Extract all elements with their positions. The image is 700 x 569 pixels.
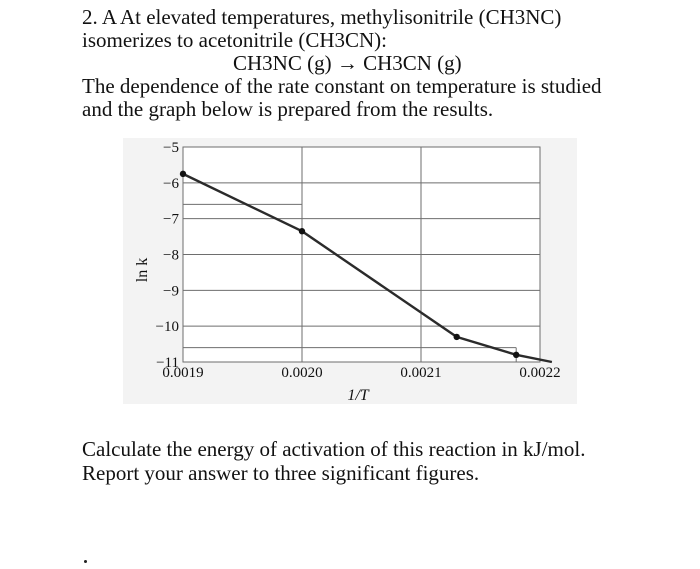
y-tick-label: −11 xyxy=(156,355,179,371)
x-tick-label: 0.0020 xyxy=(281,365,323,381)
y-tick-label: −9 xyxy=(163,283,179,300)
problem-heading-continued: isomerizes to acetonitrile (CH3CN): xyxy=(82,28,388,52)
question-line-1: Calculate the energy of activation of this reaction in kJ/mol. xyxy=(82,437,586,461)
x-axis-label: 1/T xyxy=(347,387,369,404)
chart-gridlines xyxy=(183,147,540,362)
description-line-1: The dependence of the rate constant on temperature is studied xyxy=(82,74,602,98)
problem-heading: 2. A At elevated temperatures, methylisonitrile (CH3NC) xyxy=(82,5,562,29)
x-tick-label: 0.0022 xyxy=(519,365,561,381)
y-tick-label: −7 xyxy=(163,211,179,228)
x-tick-label: 0.0021 xyxy=(400,365,442,381)
y-tick-label: −6 xyxy=(163,175,179,192)
y-tick-labels xyxy=(156,140,180,371)
x-tick-label: 0.0019 xyxy=(162,365,204,381)
y-axis-label: ln k xyxy=(134,257,151,283)
description-line-2: and the graph below is prepared from the results. xyxy=(82,97,494,121)
data-point xyxy=(180,171,186,177)
data-point xyxy=(299,228,305,234)
question-line-2: Report your answer to three significant figures. xyxy=(82,461,480,485)
y-tick-label: −5 xyxy=(163,140,179,156)
data-point xyxy=(513,352,519,358)
stray-mark xyxy=(84,560,87,563)
x-tick-labels xyxy=(162,365,560,381)
data-point xyxy=(454,334,460,340)
y-tick-label: −8 xyxy=(163,247,179,264)
reaction-equation: CH3NC (g) → CH3CN (g) xyxy=(233,51,462,75)
y-tick-label: −10 xyxy=(155,319,179,336)
